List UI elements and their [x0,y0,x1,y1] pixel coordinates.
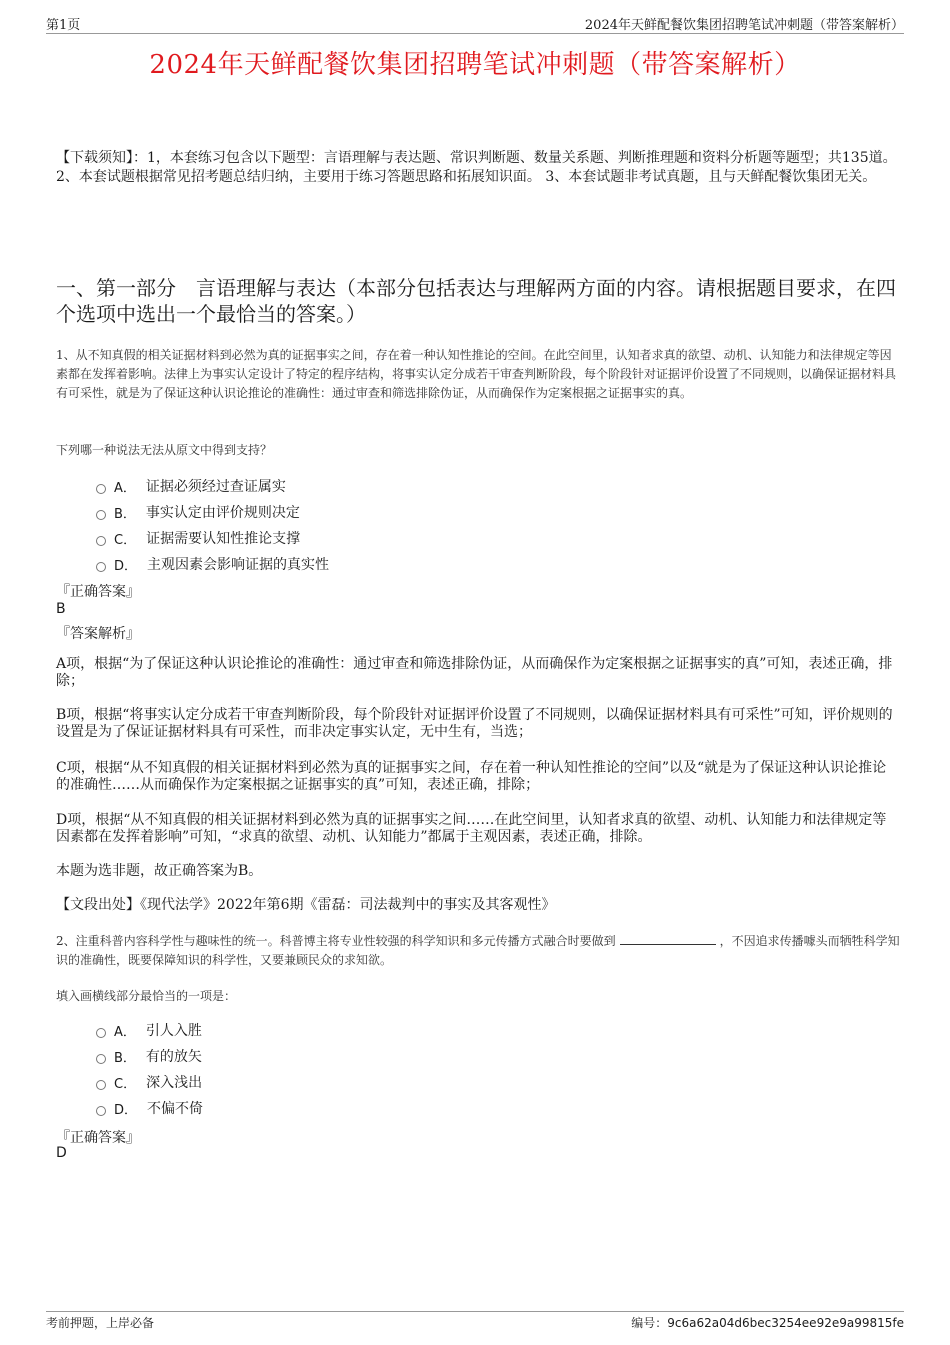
option-text: 主观因素会影响证据的真实性 [147,557,330,573]
radio-icon[interactable] [96,1106,106,1116]
option-text: 不偏不倚 [147,1101,204,1117]
analysis-option-d: D项，根据“从不知真假的相关证据材料到必然为真的证据事实之间……在此空间里，认知者求真的欲望、动机、认知能力和法律规定等因素都在发挥着影响”可知，“求真的欲望、动机、认知能力”都属于主观因素，表述正确，排除。 [56,812,887,845]
radio-icon[interactable] [96,1054,106,1064]
analysis-source: 【文段出处】《现代法学》2022年第6期《雷磊：司法裁判中的事实及其客观性》 [56,897,556,913]
question-1-option-b[interactable] [96,502,300,522]
radio-icon[interactable] [96,1080,106,1090]
question-1-option-d[interactable] [96,554,329,574]
footer-slogan: 考前押题，上岸必备 [46,1316,155,1330]
footer-divider [46,1311,904,1312]
fill-in-blank[interactable] [620,932,716,945]
question-1-option-c[interactable] [96,528,300,548]
radio-icon[interactable] [96,510,106,520]
footer-code-value: 9c6a62a04d6bec3254ee92e9a99815fe [667,1316,904,1330]
option-letter: D． [114,558,138,574]
question-2-answer-label: 『正确答案』 [56,1130,140,1146]
question-2-prompt: 填入画横线部分最恰当的一项是： [56,989,237,1003]
page-number: 第1页 [46,18,81,33]
radio-icon[interactable] [96,484,106,494]
question-2-answer: D [56,1145,67,1161]
question-1-analysis-label: 『答案解析』 [56,626,140,642]
analysis-conclusion: 本题为选非题，故正确答案为B。 [56,863,263,879]
question-2-option-a[interactable] [96,1020,202,1040]
radio-icon[interactable] [96,1028,106,1038]
analysis-option-a: A项，根据“为了保证这种认识论推论的准确性：通过审查和筛选排除伪证，从而确保作为定案根据之证据事实的真”可知，表述正确，排除； [56,656,893,689]
question-1-option-a[interactable] [96,476,286,496]
option-letter: C． [114,1076,137,1092]
header-doc-title: 2024年天鲜配餐饮集团招聘笔试冲刺题（带答案解析） [584,18,904,33]
question-2-text-before: 2、注重科普内容科学性与趣味性的统一。科普博主将专业性较强的科学知识和多元传播方式融合时要做到 [56,934,616,948]
option-letter: D． [114,1102,138,1118]
radio-icon[interactable] [96,562,106,572]
option-text: 证据必须经过查证属实 [145,479,286,495]
question-1-answer-label: 『正确答案』 [56,584,140,600]
question-2-option-d[interactable] [96,1098,203,1118]
option-text: 证据需要认知性推论支撑 [146,531,301,547]
header-divider [46,33,904,34]
question-1-prompt: 下列哪一种说法无法从原文中得到支持？ [56,443,273,457]
option-text: 深入浅出 [146,1075,203,1091]
question-2-option-c[interactable] [96,1072,202,1092]
option-letter: B． [114,506,136,522]
radio-icon[interactable] [96,536,106,546]
option-letter: B． [114,1050,136,1066]
footer-code [631,1314,904,1331]
question-2-option-b[interactable] [96,1046,202,1066]
section-heading: 一、第一部分 言语理解与表达（本部分包括表达与理解两方面的内容。请根据题目要求，在四个选项中选出一个最恰当的答案。） [56,276,896,326]
document-title: 2024年天鲜配餐饮集团招聘笔试冲刺题（带答案解析） [149,50,801,80]
option-letter: A． [114,480,136,496]
download-notice: 【下载须知】：1，本套练习包含以下题型：言语理解与表达题、常识判断题、数量关系题、判断推理题和资料分析题等题型；共135道。 2、本套试题根据常见招考题总结归纳，主要用于练习答题思路和拓展知识面。 3、本套试题非考试真题，且与天鲜配餐饮集团无关。 [56,150,897,185]
footer-code-label: 编号： [631,1316,668,1330]
option-text: 引人入胜 [145,1023,202,1039]
option-text: 事实认定由评价规则决定 [145,505,300,521]
question-1-text: 1、从不知真假的相关证据材料到必然为真的证据事实之间，存在着一种认知性推论的空间。在此空间里，认知者求真的欲望、动机、认知能力和法律规定等因素都在发挥着影响。法律上为事实认定设计了特定的程序结构，将事实认定分成若干审查判断阶段，每个阶段针对证据评价设置了不同规则，以确保证据材料具有可采性，就是为了保证这种认识论推论的准确性：通过审查和筛选排除伪证，从而确保作为定案根据之证据事实的真。 [56,348,897,400]
option-letter: C． [114,532,137,548]
question-1-answer: B [56,601,66,617]
option-letter: A． [114,1024,136,1040]
analysis-option-b: B项，根据“将事实认定分成若干审查判断阶段，每个阶段针对证据评价设置了不同规则，以确保证据材料具有可采性”可知，评价规则的设置是为了保证证据材料具有可采性，而非决定事实认定，无中生有，当选； [56,707,893,740]
question-2-text [56,932,902,970]
analysis-option-c: C项，根据“从不知真假的相关证据材料到必然为真的证据事实之间，存在着一种认知性推论的空间”以及“就是为了保证这种认识论推论的准确性……从而确保作为定案根据之证据事实的真”可知，表述正确，排除； [56,760,887,793]
question-2-text-after: ，不因追求传播噱头而牺牲科学知识的准确性，既要保障知识的科学性，又要兼顾民众的求知欲。 [56,934,900,967]
option-text: 有的放矢 [145,1049,202,1065]
